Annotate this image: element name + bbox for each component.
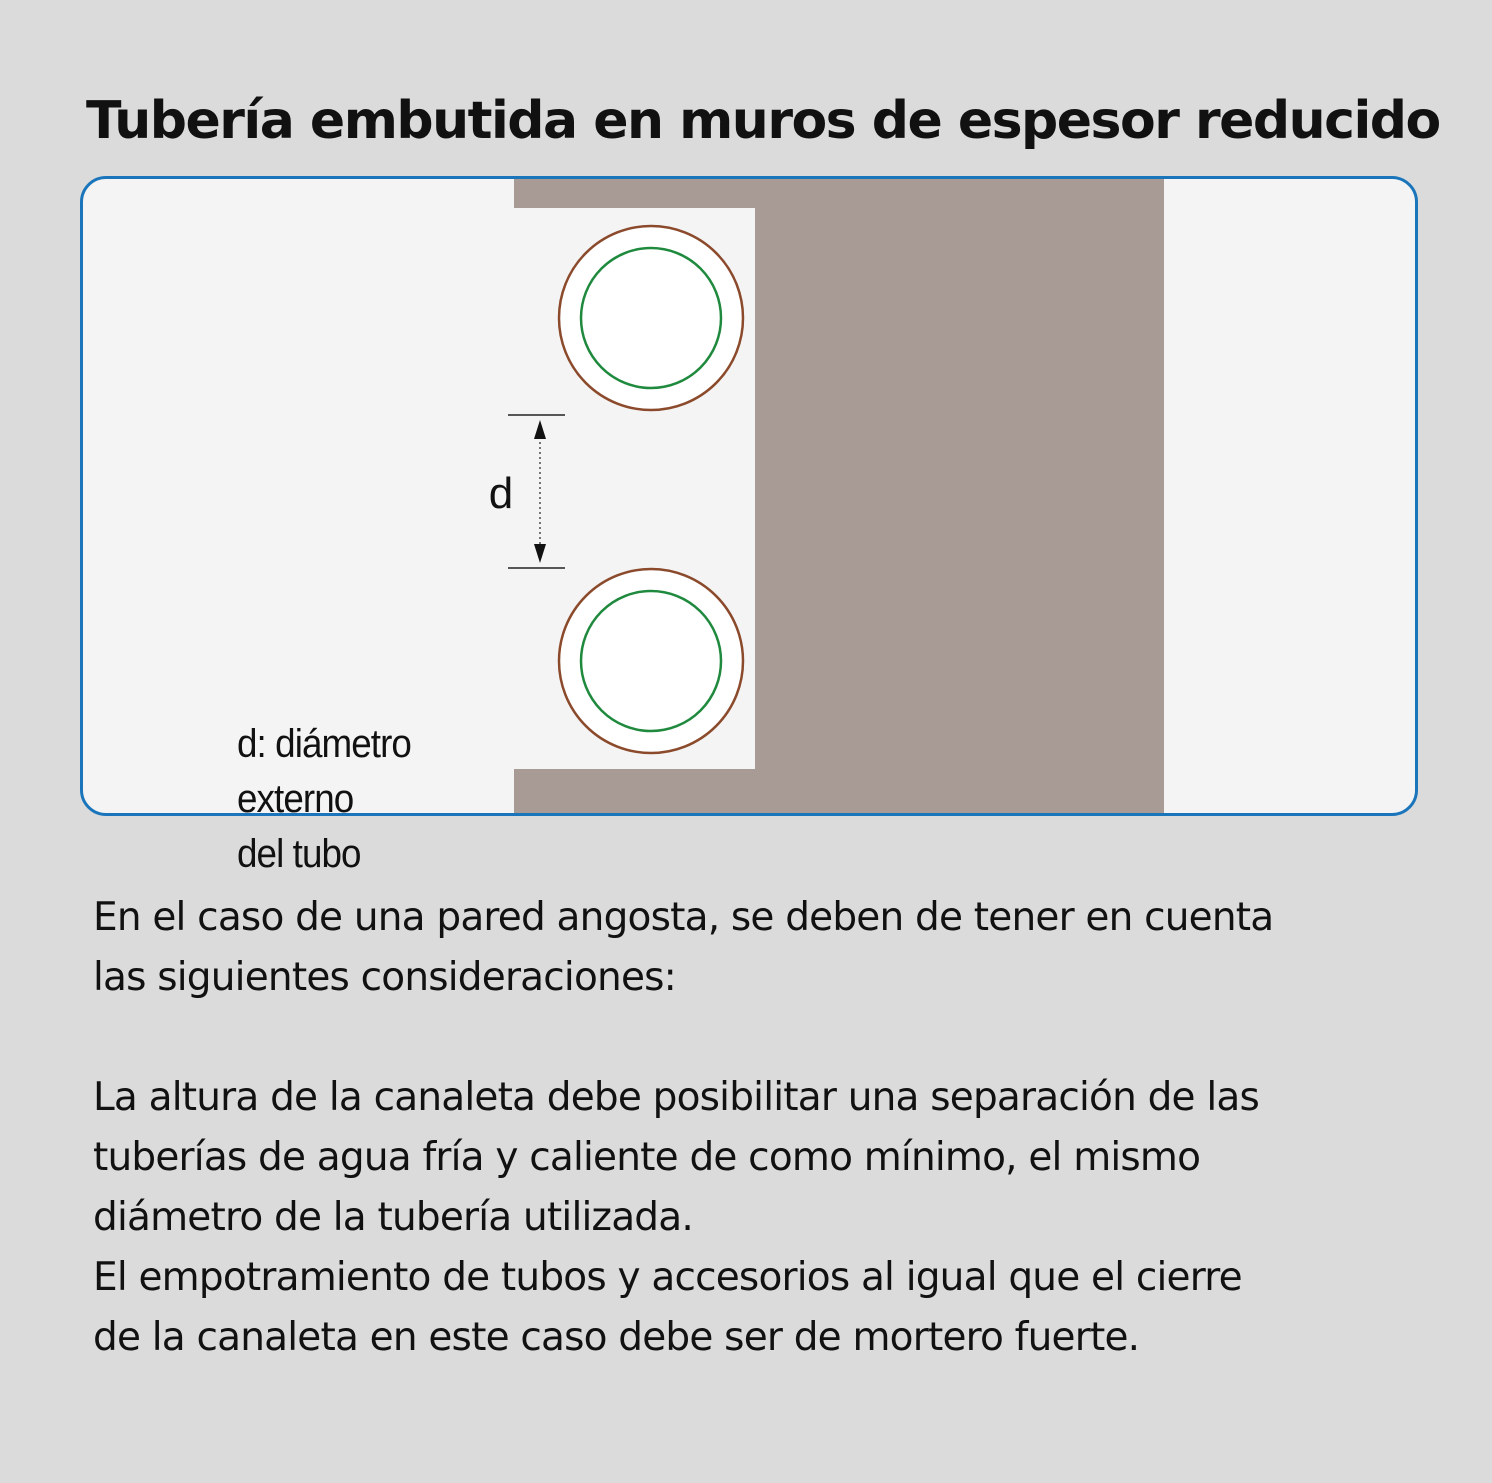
dimension-label: d <box>488 469 514 518</box>
paragraph-spacer <box>93 1008 1433 1068</box>
detail-line: La altura de la canaleta debe posibilitar una separación de las <box>93 1075 1259 1120</box>
lower-pipe <box>559 569 743 753</box>
diagram-panel <box>80 176 1418 876</box>
upper-pipe-inner-wall <box>581 248 721 388</box>
dimension-arrow-down <box>534 544 546 563</box>
detail-line: de la canaleta en este caso debe ser de mortero fuerte. <box>93 1315 1140 1360</box>
description-text <box>93 888 1433 1368</box>
legend-line: externo <box>237 777 354 821</box>
dimension-legend <box>237 717 531 882</box>
legend-line: d: diámetro <box>237 722 411 766</box>
upper-pipe <box>559 226 743 410</box>
legend-line: del tubo <box>237 832 361 876</box>
detail-line: diámetro de la tubería utilizada. <box>93 1195 693 1240</box>
detail-line: El empotramiento de tubos y accesorios al igual que el cierre <box>93 1255 1242 1300</box>
intro-line: En el caso de una pared angosta, se deben de tener en cuenta <box>93 895 1274 940</box>
dimension-arrow-up <box>534 420 546 439</box>
separation-dimension <box>489 415 565 568</box>
page-title: Tubería embutida en muros de espesor reducido <box>86 91 1440 151</box>
intro-line: las siguientes consideraciones: <box>93 955 676 1000</box>
lower-pipe-inner-wall <box>581 591 721 731</box>
detail-line: tuberías de agua fría y caliente de como mínimo, el mismo <box>93 1135 1201 1180</box>
